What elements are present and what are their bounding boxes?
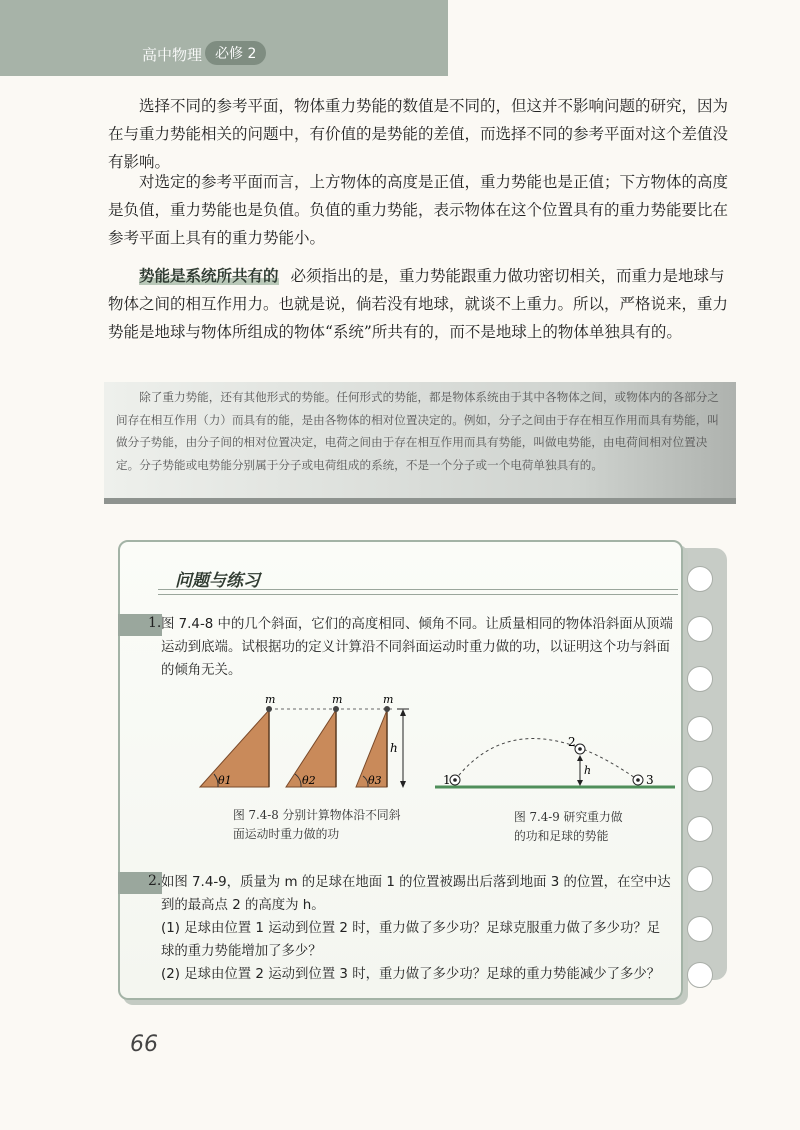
mass-3-icon <box>384 706 390 712</box>
mass-1-icon <box>266 706 272 712</box>
question-2-block <box>161 871 673 986</box>
position-1-label: 1 <box>443 773 451 787</box>
football-2-spot-icon <box>578 747 582 751</box>
paragraph-sign-of-height: 对选定的参考平面而言，上方物体的高度是正值，重力势能也是正值；下方物体的高度是负值，重力势能也是负值。负值的重力势能，表示物体在这个位置具有的重力势能要比在参考平面上具有的重力势能小。 <box>108 173 729 247</box>
page-number: 66 <box>130 1032 158 1057</box>
height-arrow-bottom-icon <box>400 781 406 788</box>
paragraph-reference-plane: 选择不同的参考平面，物体重力势能的数值是不同的，但这并不影响问题的研究，因为在与重力势能相关的问题中，有价值的是势能的差值，而选择不同的参考平面对这个差值没有影响。 <box>108 97 729 171</box>
position-3-label: 3 <box>646 773 654 787</box>
figure-inclines-and-football <box>185 692 675 802</box>
incline-1 <box>200 710 269 787</box>
binder-ring-icon <box>687 766 713 792</box>
mass-1-label: m <box>265 693 276 706</box>
question-2-number: 2. <box>148 873 162 889</box>
football-3-spot-icon <box>636 778 640 782</box>
binder-ring-icon <box>687 716 713 742</box>
question-2-sub-2: (2) 足球由位置 2 运动到位置 3 时，重力做了多少功？足球的重力势能减少了多少？ <box>161 967 661 982</box>
figure-7-4-8-caption: 图 7.4-8 分别计算物体沿不同斜面运动时重力做的功 <box>233 808 401 841</box>
question-2-sub-1: (1) 足球由位置 1 运动到位置 2 时，重力做了多少功？足球克服重力做了多少功？足球的重力势能增加了多少？ <box>161 921 661 959</box>
paragraph-system-text: 必须指出的是，重力势能跟重力做功密切相关，而重力是地球与物体之间的相互作用力。也就是说，倘若没有地球，就谈不上重力。所以，严格说来，重力势能是地球与物体所组成的物体“系统”所共有的，而不是地球上的物体单独具有的。 <box>108 267 729 341</box>
header-subject: 高中物理 <box>142 46 203 64</box>
question-1-number: 1. <box>148 615 162 631</box>
binder-ring-icon <box>687 916 713 942</box>
binder-ring-icon <box>687 666 713 692</box>
binder-ring-icon <box>687 962 713 988</box>
angle-3-label: θ3 <box>368 774 382 787</box>
football-height-bottom-icon <box>577 780 583 786</box>
note-text: 除了重力势能，还有其他形式的势能。任何形式的势能，都是物体系统由于其中各物体之间，或物体内的各部分之间存在相互作用（力）而具有的能，是由各物体的相对位置决定的。例如，分子之间由于存在相互作用而具有势能，叫做分子势能，由分子间的相对位置决定，电荷之间由于存在相互作用而具有势能，叫做电势能，由电荷间相对位置决定。分子势能或电势能分别属于分子或电荷组成的系统，不是一个分子或一个电荷单独具有的。 <box>116 390 719 472</box>
question-2-text: 如图 7.4-9，质量为 m 的足球在地面 1 的位置被踢出后落到地面 3 的位置，在空中达到的最高点 2 的高度为 h。 <box>161 875 671 913</box>
height-label-fig1: h <box>390 741 398 755</box>
figure-7-4-9-caption: 图 7.4-9 研究重力做的功和足球的势能 <box>514 810 623 843</box>
title-divider <box>158 589 678 595</box>
question-1-text: 图 7.4-8 中的几个斜面，它们的高度相同、倾角不同。让质量相同的物体沿斜面从顶端运动到底端。试根据功的定义计算沿不同斜面运动时重力做的功，以证明这个功与斜面的倾角无关。 <box>161 617 673 678</box>
binder-strip <box>683 548 727 980</box>
trajectory-arc <box>455 739 638 781</box>
header-volume-badge: 必修 2 <box>205 41 266 65</box>
paragraph-system-energy <box>108 262 740 346</box>
height-arrow-top-icon <box>400 709 406 716</box>
height-label-fig2: h <box>584 764 592 777</box>
binder-ring-icon <box>687 816 713 842</box>
position-2-label: 2 <box>568 735 576 749</box>
binder-ring-icon <box>687 866 713 892</box>
mass-2-icon <box>333 706 339 712</box>
binder-ring-icon <box>687 616 713 642</box>
football-height-top-icon <box>577 755 583 761</box>
football-1-spot-icon <box>453 778 457 782</box>
binder-ring-icon <box>687 566 713 592</box>
mass-2-label: m <box>332 693 343 706</box>
exercise-title: 问题与练习 <box>175 571 260 591</box>
angle-2-label: θ2 <box>302 774 316 787</box>
note-box <box>104 382 736 504</box>
angle-1-label: θ1 <box>218 774 232 787</box>
mass-3-label: m <box>383 693 394 706</box>
key-term-heading: 势能是系统所共有的 <box>139 267 279 285</box>
